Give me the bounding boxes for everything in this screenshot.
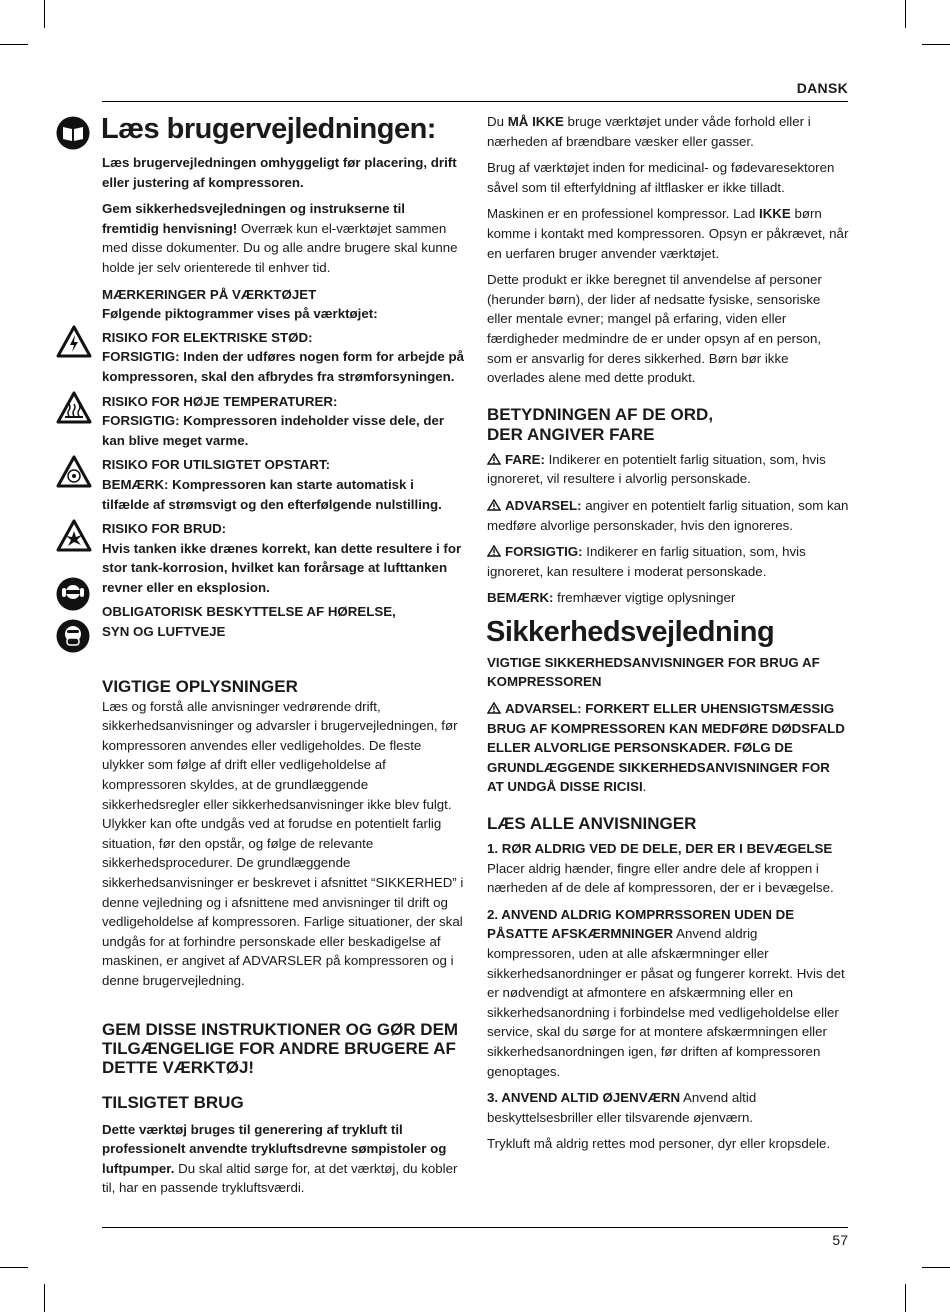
hazard-temperature [102,392,464,451]
read-all-title: LÆS ALLE ANVISNINGER [487,814,697,834]
crop-mark [0,1267,28,1268]
important-text: Læs og forstå alle anvisninger vedrørende drift, sikkerhedsanvisninger og advarsler i brugervejledningen, før kompressoren anvendes eller vedligeholdes. De fleste ulykker som følge af drift eller vedligeholdelse af kompressoren skyldes, at de grundlæggende sikkerhedsregler eller sikkerhedsanvisninger ikke blev fulgt. Ulykker kan ofte undgås ved at forudse en potentielt farlig situation, før den opstår, og følge de relevante sikkerhedsprocedurer. De grundlæggende sikkerhedsanvisninger er beskrevet i afsnittet “SIKKERHED” i denne vejledning og i afsnittene med anvisninger til drift og vedligeholdelse af kompressoren. Farlige situationer, der skal undgås for at forhindre personskade eller beskadigelse af maskinen, er angivet af ADVARSLER på kompressoren og i denne brugervejledning. [102,698,464,988]
text-span-bold: MÅ IKKE [507,114,564,129]
header-rule [102,101,848,102]
page-number: 57 [832,1232,848,1248]
warning-triangle-icon [487,499,501,511]
safety-subtitle: VIGTIGE SIKKERHEDSANVISNINGER FOR BRUG AF KOMPRESSOREN [487,654,820,690]
rule-text: Placer aldrig hænder, fingre eller andre dele af kroppen i nærheden af de dele af kompressoren, der er i bevægelse. [487,860,834,896]
hazard-text: FORSIGTIG: Kompressoren indeholder visse dele, der kan blive meget varme. [102,413,445,448]
safety-warning [487,699,849,797]
markings-title: MÆRKERINGER PÅ VÆRKTØJET [102,286,317,302]
intro-text: Læs brugervejledningen omhyggeligt før placering, drift eller justering af kompressoren. [102,155,457,190]
signal-words-title [487,405,849,445]
crop-mark [905,0,906,28]
important-title: VIGTIGE OPLYSNINGER [102,676,298,696]
automatic-start-icon [56,455,92,489]
warning-text-end: . [642,779,647,795]
explosion-icon [56,519,92,553]
intended-use-bold: Dette værktøj bruges til generering af trykluft til professionelt anvendte trykluftsdrevne sømpistoler og luftpumper. [102,1121,447,1176]
warning-triangle-icon [487,702,501,714]
crop-mark [44,0,45,28]
definition-text: Indikerer en potentielt farlig situation, som, hvis ignoreret, vil resultere i alvorlig personskade. [487,451,826,487]
rule-title: 1. RØR ALDRIG VED DE DELE, DER ER I BEVÆGELSE [487,841,833,857]
rule-title: 2. ANVEND ALDRIG KOMPRRSSOREN UDEN DE PÅSATTE AFSKÆRMNINGER [487,906,795,942]
compressed-air-paragraph: Trykluft må aldrig rettes mod personer, dyr eller kropsdele. [487,1136,831,1152]
respiratory-protection-icon [56,619,90,653]
language-label: DANSK [796,80,848,96]
signal-word: FARE: [505,451,545,467]
rule-3 [487,1088,849,1127]
hazard-text: FORSIGTIG: Inden der udføres nogen form for arbejde på kompressoren, skal den afbrydes fra strømforsyningen. [102,349,464,384]
title-line: BETYDNINGEN AF DE ORD, [487,404,714,424]
rule-text: Anvend altid beskyttelsesbriller eller tilsvarende øjenværn. [487,1090,757,1125]
rule-1 [487,839,849,898]
hazard-title: RISIKO FOR BRUD: [102,521,227,537]
hazard-title: RISIKO FOR ELEKTRISKE STØD: [102,329,313,345]
keep-instructions-text: Overræk kun el-værktøjet sammen med disse dokumenter. Du og alle andre brugere skal kunne holde jer selv orienterede til enhver tid. [102,220,458,275]
medical-paragraph: Brug af værktøjet inden for medicinal- og fødevaresektoren såvel som til efterfyldning af iltflasker er ikke tilladt. [487,160,835,195]
wet-conditions-paragraph [487,112,849,151]
keep-instructions-paragraph [102,199,464,277]
left-column [102,112,464,1205]
crop-mark [922,1267,950,1268]
text-span-bold: IKKE [759,206,791,222]
hazard-startup [102,455,464,514]
definition-text: fremhæver vigtige oplysninger [553,590,736,606]
signal-word: BEMÆRK: [487,590,554,606]
text-span: Du [487,114,508,129]
warning-triangle-icon [487,545,501,557]
safety-title: Sikkerhedsvejledning [486,615,775,648]
children-paragraph [487,204,849,263]
hot-surface-icon [56,391,92,425]
electric-shock-icon [56,325,92,359]
title-line: DER ANGIVER FARE [487,424,655,444]
hazard-text: Hvis tanken ikke drænes korrekt, kan dette resultere i for stor tank-korrosion, hvilket kan forårsage at lufttanken revner eller en eksplosion. [102,540,462,595]
warning-text: ADVARSEL: FORKERT ELLER UHENSIGTSMÆSSIG BRUG AF KOMPRESSOREN KAN MEDFØRE DØDSFALD ELLER ALVORLIGE PERSONSKADER. FØLG DE GRUNDLÆGGENDE SIKKERHEDSANVISNINGER FOR AT UNDGÅ DISSE RICISI [487,701,845,795]
hazard-text: BEMÆRK: Kompressoren kan starte automatisk i tilfælde af strømsvigt og den efterfølgende nulstilling. [102,476,442,512]
intended-use-title: TILSIGTET BRUG [102,1092,244,1112]
rule-title: 3. ANVEND ALTID ØJENVÆRN [487,1090,681,1106]
crop-mark [44,1284,45,1312]
hazard-title: RISIKO FOR UTILSIGTET OPSTART: [102,457,331,473]
text-span: børn komme i kontakt med kompressoren. Opsyn er påkrævet, når en uerfaren bruger anvender værktøjet. [487,206,849,261]
intended-use-paragraph [102,1120,464,1198]
right-column [487,112,849,1161]
rule-text: Anvend aldrig kompressoren, uden at alle afskærmninger eller sikkerhedsanordninger er påsat og fungerer korrekt. Hvis det er nødvendigt at afmontere en afskærmning eller en sikkerhedsanordning i forbindelse med vedligeholdelse eller service, skal du sørge for at montere afskærmningen eller sikkerhedsanordningen igen, før driften af kompressoren genoptages. [487,926,845,1079]
manual-book-icon [56,116,90,150]
footer-rule [102,1227,848,1228]
ppe-title: OBLIGATORISK BESKYTTELSE AF HØRELSE, SYN OG LUFTVEJE [102,604,396,640]
persons-paragraph: Dette produkt er ikke beregnet til anvendelse af personer (herunder børn), der lider af nedsatte fysiske, sensoriske eller mentale evner; mangel på erfaring, viden eller færdigheder medmindre de er under opsyn af en person, som er ansvarlig for deres sikkerhed. Børn bør ikke overlades alene med dette produkt. [487,272,822,386]
keep-instructions-bold: Gem sikkerhedsvejledningen og instrukserne til fremtidig henvisning! [102,201,405,236]
hazard-title: RISIKO FOR HØJE TEMPERATURER: [102,393,338,409]
ear-eye-protection-icon [56,577,90,611]
signal-word: FORSIGTIG: [505,544,583,560]
hazard-electric [102,328,464,387]
advarsel-definition [487,496,849,535]
warning-triangle-icon [487,453,501,465]
manual-title: Læs brugervejledningen: [101,113,436,145]
bemaerk-definition [487,588,849,608]
crop-mark [905,1284,906,1312]
markings-subtitle: Følgende piktogrammer vises på værktøjet: [102,306,378,322]
rule-2 [487,905,849,1081]
definition-text: angiver en potentielt farlig situation, som kan medføre alvorlige personskader, hvis den ignoreres. [487,497,849,533]
text-span: bruge værktøjet under våde forhold eller i nærheden af brændbare væsker eller gasser. [487,114,811,149]
hazard-rupture [102,519,464,597]
definition-text: Indikerer en farlig situation, som, hvis ignoreret, kan resultere i moderat personskade. [487,544,806,579]
fare-definition [487,450,849,489]
signal-word: ADVARSEL: [505,497,582,513]
markings-block [102,285,464,324]
intended-use-text: Du skal altid sørge for, at det værktøj, du kobler til, har en passende trykluftsværdi. [102,1160,458,1196]
crop-mark [0,44,28,45]
save-instructions-title: GEM DISSE INSTRUKTIONER OG GØR DEM TILGÆNGELIGE FOR ANDRE BRUGERE AF DETTE VÆRKTØJ! [102,1019,459,1077]
text-span: Maskinen er en professionel kompressor. Lad [487,206,759,222]
crop-mark [922,44,950,45]
forsigtig-definition [487,542,849,581]
